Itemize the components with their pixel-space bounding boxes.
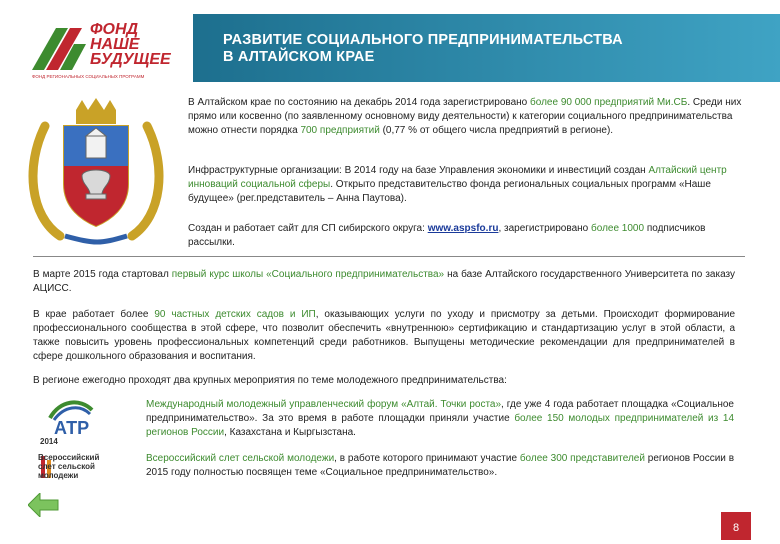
event2-highlight: более 300 представителей — [519, 453, 645, 464]
fund-logo — [30, 22, 190, 82]
page-number: 8 — [721, 512, 751, 540]
p3-highlight-1000: более 1000 — [591, 223, 645, 234]
atr-text: АТР — [54, 418, 90, 438]
logo-wordmark — [90, 22, 171, 67]
p1-highlight-enterprises: более 90 000 предприятий Ми.СБ — [530, 97, 688, 108]
p5-highlight-kindergartens: 90 частных детских садов и ИП — [154, 309, 316, 320]
p5-text-a: В крае работает более — [33, 309, 155, 320]
event1-text-b: , где уже 4 года работает площадка «Социальное предпринимательство». За это время в работе площадки приняли участие — [146, 399, 734, 424]
p3-text-d: подписчиков рассылки. — [188, 223, 706, 248]
event-forum — [146, 398, 734, 440]
p6-text: В регионе ежегодно проходят два крупных мероприятия по теме молодежного предпринимательства: — [33, 375, 507, 386]
rally-logo-line3: молодежи — [38, 471, 79, 480]
event2-title: Всероссийский слет сельской молодежи — [146, 453, 335, 464]
page-title — [223, 32, 623, 66]
atr-year: 2014 — [40, 437, 58, 446]
paragraph-website — [188, 222, 748, 250]
p2-text-a: Инфраструктурные организации: В 2014 году на базе Управления экономики и инвестиций создан — [188, 165, 649, 176]
header-band — [193, 14, 780, 82]
p4-highlight-course: первый курс школы «Социального предпринимательства» — [171, 269, 445, 280]
event1-title: Международный молодежный управленческий форум «Алтай. Точки роста» — [146, 399, 502, 410]
rally-logo-line1: Всероссийский — [38, 453, 100, 462]
event2-text-b: , в работе которого принимают участие — [334, 453, 520, 464]
p4-text-c: на базе Алтайского государственного Университета по заказу АЦИСС. — [33, 269, 736, 294]
paragraph-infrastructure — [188, 164, 748, 206]
coat-of-arms-icon — [20, 96, 172, 246]
p5-text-c: , оказывающих услуги по уходу и присмотру за детьми. Происходит формирование профессионального сообщества в этой сфере, что позволит обеспечить «внутреннюю» сертификацию и стандартизацию услуг в этой области, а также повысить уровень профессиональных компетенций среди работников. Выпущены методические рекомендации для предпринимателей в сфере дошкольного образования и воспитания. — [33, 309, 736, 362]
logo-line3: БУДУЩЕЕ — [90, 51, 171, 68]
p1-text-e: (0,77 % от общего числа предприятий в регионе). — [379, 125, 614, 136]
title-line1: РАЗВИТИЕ СОЦИАЛЬНОГО ПРЕДПРИНИМАТЕЛЬСТВА — [223, 32, 623, 48]
p1-text-c: . Среди них прямо или косвенно (по заявленному основному виду деятельности) к категории социального предпринимательства можно отнести порядка — [188, 97, 742, 136]
event1-text-d: , Казахстана и Кыргызстана. — [224, 427, 356, 438]
event-rally — [146, 452, 734, 480]
logo-emblem — [30, 22, 90, 74]
p2-highlight-center: Алтайский центр инноваций социальной сферы — [188, 165, 727, 190]
event2-text-d: регионов России в 2015 году полностью посвящен теме «Социальное предпринимательство». — [146, 453, 735, 478]
p3-text-b: , зарегистрировано — [498, 223, 591, 234]
title-line2: В АЛТАЙСКОМ КРАЕ — [223, 49, 375, 65]
p3-text-a: Создан и работает сайт для СП сибирского округа: — [188, 223, 428, 234]
p1-highlight-700: 700 предприятий — [300, 125, 380, 136]
back-button[interactable] — [28, 493, 60, 517]
divider — [33, 256, 745, 257]
p2-text-c: . Открыто представительство фонда региональных социальных программ «Наше будущее» (рег.представитель – Анна Паутова). — [188, 179, 711, 204]
rally-logo-line2: слет сельской — [38, 462, 95, 471]
logo-line1: ФОНД — [90, 21, 139, 38]
back-arrow-icon — [28, 493, 60, 517]
logo-subtitle: ФОНД РЕГИОНАЛЬНЫХ СОЦИАЛЬНЫХ ПРОГРАММ — [32, 74, 145, 79]
atr-forum-logo — [40, 396, 140, 446]
paragraph-kindergartens — [33, 308, 735, 364]
logo-line2: НАШЕ — [90, 36, 140, 53]
p4-text-a: В марте 2015 года стартовал — [33, 269, 172, 280]
paragraph-events-intro — [33, 374, 735, 388]
paragraph-enterprises — [188, 96, 748, 138]
event1-highlight: более 150 молодых предпринимателей из 14 регионов России — [146, 413, 735, 438]
paragraph-school — [33, 268, 735, 296]
p1-text-a: В Алтайском крае по состоянию на декабрь 2014 года зарегистрировано — [188, 97, 531, 108]
website-link[interactable]: www.aspsfo.ru — [427, 223, 499, 234]
